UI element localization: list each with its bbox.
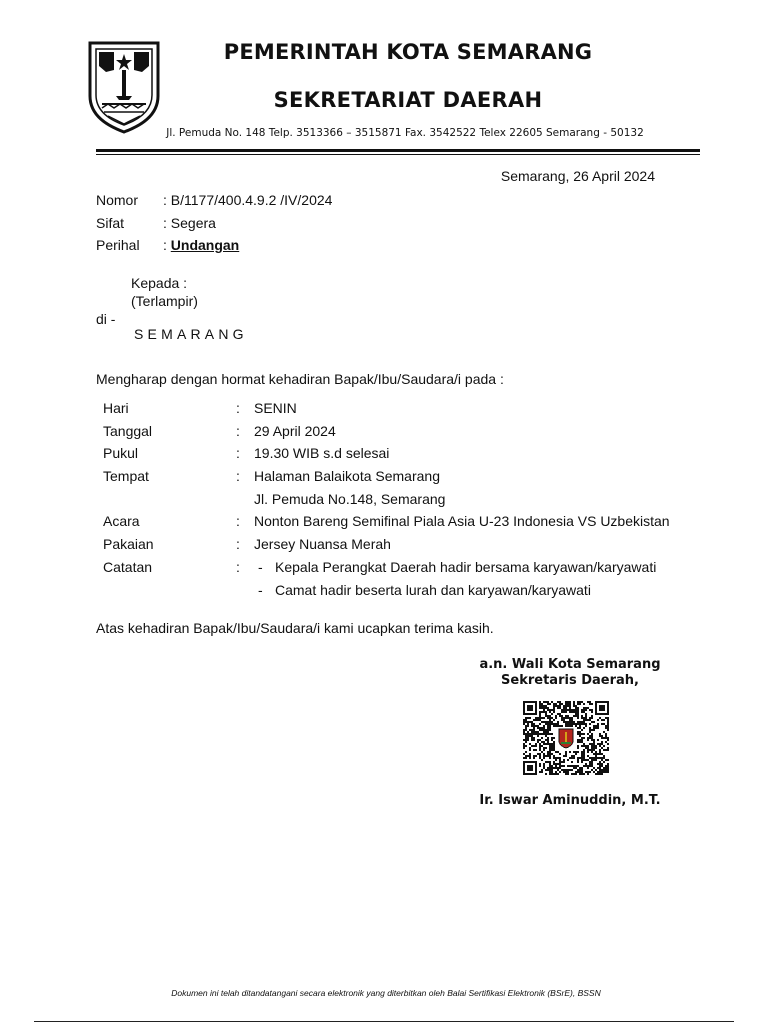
detail-colon: : — [236, 559, 240, 575]
detail-value-pukul: 19.30 WIB s.d selesai — [254, 445, 390, 461]
detail-colon: : — [236, 468, 240, 484]
detail-label-tanggal: Tanggal — [103, 423, 153, 439]
detail-label-tempat: Tempat — [103, 468, 149, 484]
header-divider — [96, 149, 700, 152]
meta-value-perihal — [163, 237, 239, 253]
note-dash: - — [258, 582, 263, 598]
recipient-city: SEMARANG — [134, 326, 248, 342]
detail-value-hari: SENIN — [254, 400, 297, 416]
note-dash: - — [258, 559, 263, 575]
detail-value-tempat: Halaman Balaikota Semarang — [254, 468, 440, 484]
recipient-di: di - — [96, 311, 116, 327]
note-item: Kepala Perangkat Daerah hadir bersama karyawan/karyawati — [275, 559, 657, 575]
signature-title: a.n. Wali Kota Semarang — [479, 657, 661, 672]
detail-value-pakaian: Jersey Nuansa Merah — [254, 536, 391, 552]
detail-value-acara: Nonton Bareng Semifinal Piala Asia U-23 Indonesia VS Uzbekistan — [254, 513, 670, 529]
detail-label-catatan: Catatan — [103, 559, 153, 575]
header-divider-thin — [96, 154, 700, 155]
meta-label-nomor: Nomor — [96, 192, 139, 208]
office-address: Jl. Pemuda No. 148 Telp. 3513366 – 3515871 Fax. 3542522 Telex 22605 Semarang - 50132 — [166, 127, 644, 139]
detail-colon: : — [236, 513, 240, 529]
detail-label-pukul: Pukul — [103, 445, 139, 461]
note-item: Camat hadir beserta lurah dan karyawan/karyawati — [275, 582, 591, 598]
detail-value-tanggal: 29 April 2024 — [254, 423, 336, 439]
detail-colon: : — [236, 445, 240, 461]
meta-label-perihal: Perihal — [96, 237, 140, 253]
detail-colon: : — [236, 536, 240, 552]
closing-paragraph: Atas kehadiran Bapak/Ibu/Saudara/i kami ucapkan terima kasih. — [96, 620, 494, 636]
detail-colon: : — [236, 400, 240, 416]
detail-label-hari: Hari — [103, 400, 129, 416]
recipient-label: Kepada : — [131, 275, 188, 291]
meta-value-nomor: : B/1177/400.4.9.2 /IV/2024 — [163, 192, 333, 208]
intro-paragraph: Mengharap dengan hormat kehadiran Bapak/Ibu/Saudara/i pada : — [96, 371, 504, 387]
letter-date: Semarang, 26 April 2024 — [500, 168, 655, 184]
perihal-colon: : — [163, 237, 167, 253]
meta-label-sifat: Sifat — [96, 215, 125, 231]
department-name: SEKRETARIAT DAERAH — [273, 88, 543, 112]
detail-label-pakaian: Pakaian — [103, 536, 154, 552]
detail-colon: : — [236, 423, 240, 439]
electronic-signature-note: Dokumen ini telah ditandatangani secara elektronik yang diterbitkan oleh Balai Sertifikasi Elektronik (BSrE), BSSN — [171, 988, 601, 998]
detail-label-acara: Acara — [103, 513, 140, 529]
meta-value-sifat: : Segera — [163, 215, 216, 231]
footer-divider — [34, 1021, 734, 1022]
perihal-subject: Undangan — [170, 237, 240, 253]
recipient-attached: (Terlampir) — [131, 293, 198, 309]
semarang-city-emblem-icon — [86, 40, 162, 134]
qr-code-icon — [523, 701, 609, 775]
organization-name: PEMERINTAH KOTA SEMARANG — [223, 40, 593, 64]
signature-position: Sekretaris Daerah, — [501, 673, 639, 688]
detail-value-tempat-address: Jl. Pemuda No.148, Semarang — [254, 491, 446, 507]
signatory-name: Ir. Iswar Aminuddin, M.T. — [479, 793, 661, 808]
